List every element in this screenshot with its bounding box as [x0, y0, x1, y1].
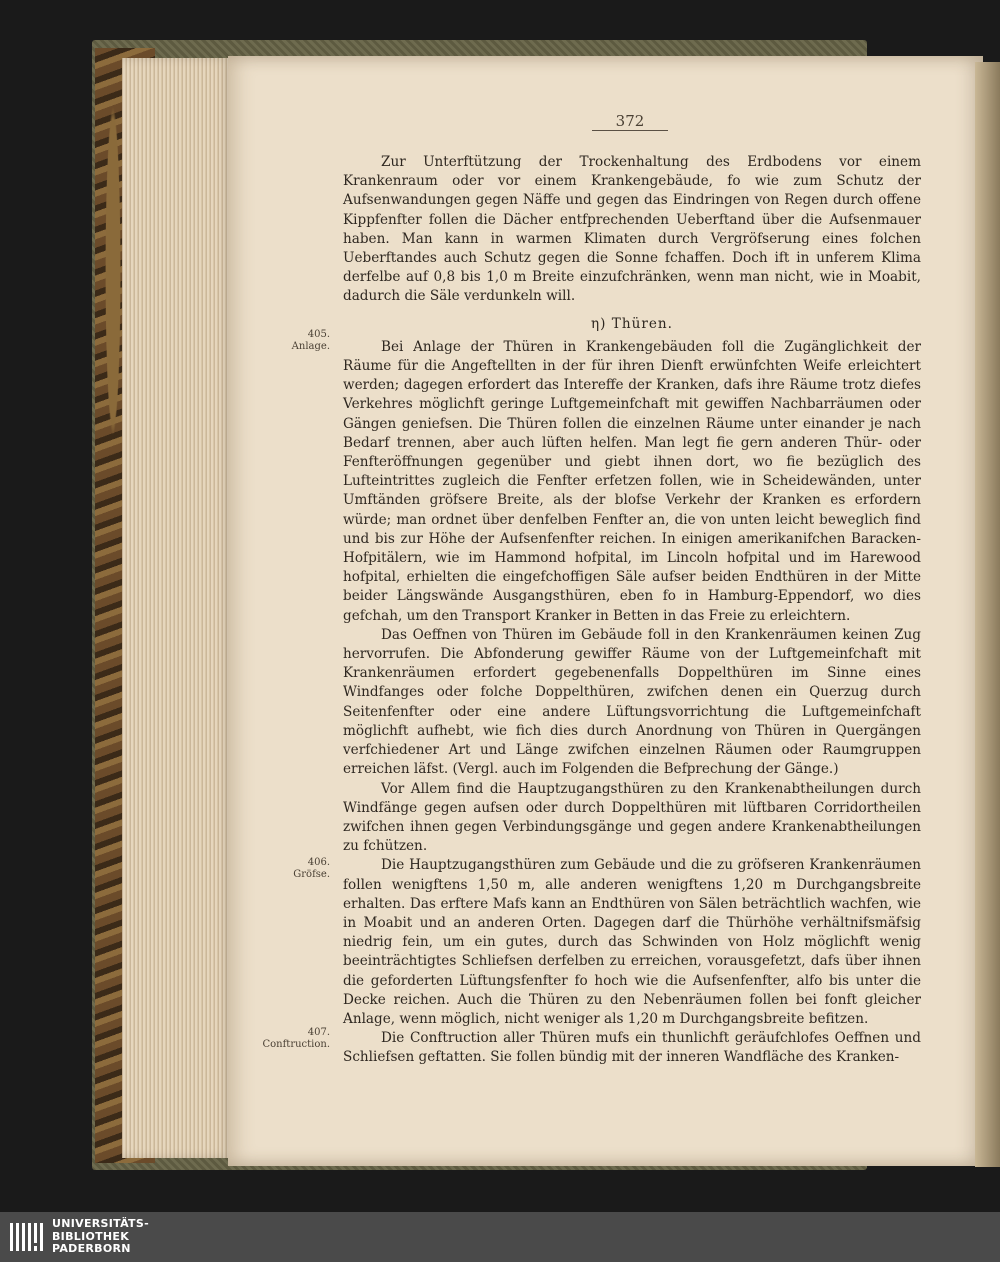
- margin-note-407: [262, 1027, 330, 1051]
- paragraph: Zur Unterftützung der Trockenhaltung des Erdbodens vor einem Krankenraum oder vor einem Krankengebäude, fo wie zum Schutz der Aufsenwandungen gegen Näffe und gegen das Eindringen von Regen durch offene Kippfenfter follen die Dächer entfprechenden Ueberftand über die Aufsenmauer haben. Man kann in warmen Klimaten durch Vergröfserung eines folchen Ueberftandes auch Schutz gegen die Sonne fchaffen. Doch ift in unferem Klima derfelbe auf 0,8 bis 1,0 m Breite einzufchränken, wenn man nicht, wie in Moabit, dadurch die Säle verdunkeln will.: [343, 154, 921, 305]
- page-number: 372: [615, 112, 645, 130]
- margin-note-number: 405.: [307, 329, 330, 340]
- margin-note-406: [262, 857, 330, 881]
- margin-note-405: [262, 329, 330, 353]
- library-footer-bar: [0, 1212, 1000, 1262]
- page-body-text: [343, 153, 921, 1068]
- page-number-rule: [592, 130, 668, 131]
- paragraph: Die Conftruction aller Thüren mufs ein thunlichft geräufchlofes Oeffnen und Schliefsen geftatten. Sie follen bündig mit der inneren Wandfläche des Kranken-: [343, 1030, 921, 1066]
- logo-line-2: BIBLIOTHEK: [52, 1229, 130, 1243]
- logo-line-1: UNIVERSITÄTS-: [52, 1217, 149, 1230]
- logo-line-3: PADERBORN: [52, 1242, 131, 1255]
- right-page-edge: [975, 62, 1000, 1167]
- section-heading: η) Thüren.: [591, 315, 673, 332]
- margin-note-label: Gröfse.: [293, 869, 330, 880]
- library-logo-icon: [8, 1217, 48, 1257]
- margin-note-label: Anlage.: [291, 341, 330, 352]
- paragraph: Vor Allem find die Hauptzugangsthüren zu den Krankenabtheilungen durch Windfänge gegen aufsen oder durch Doppelthüren mit lüftbaren Corridortheilen zwifchen ihnen gegen Verbindungsgänge und gegen andere Krankenabtheilungen zu fchützen.: [343, 780, 921, 855]
- paragraph: Bei Anlage der Thüren in Krankengebäuden foll die Zugänglichkeit der Räume für die Angeftellten in der für ihren Dienft erwünfchten Weife erleichtert werden; dagegen erfordert das Intereffe der Kranken, dafs ihre Räume trotz diefes Verkehres möglichft geringe Luftgemeinfchaft mit gewiffen Nachbarräumen oder Gängen geniefsen. Die Thüren follen die einzelnen Räume unter einander je nach Bedarf trennen, aber auch lüften helfen. Man legt fie gern anderen Thür- oder Fenfteröffnungen gegenüber und giebt ihnen dort, wo fie bezüglich des Lufteintrittes zugleich die Fenfter erfetzen follen, wie in Scheidewänden, unter Umftänden gröfsere Breite, als der blofse Verkehr der Kranken es erfordern würde; man ordnet über denfelben Fenfter an, die von unten leicht beweglich find und bis zur Höhe der Aufsenfenfter reichen. In einigen amerikanifchen Baracken-Hofpitälern, wie im Hammond hofpital, im Lincoln hofpital und im Harewood hofpital, erhielten die eingefchoffigen Säle aufser beiden Endthüren in der Mitte beider Längswände Ausgangsthüren, eben fo in Hamburg-Eppendorf, wo dies gefchah, um den Transport Kranker in Betten in das Freie zu erleichtern.: [343, 338, 921, 624]
- library-logo-text: [52, 1218, 149, 1256]
- page-edges: [122, 58, 232, 1158]
- margin-note-number: 407.: [307, 1027, 330, 1038]
- margin-note-number: 406.: [307, 857, 330, 868]
- margin-note-label: Conftruction.: [262, 1039, 330, 1050]
- paragraph: Das Oeffnen von Thüren im Gebäude foll in den Krankenräumen keinen Zug hervorrufen. Die Abfonderung gewiffer Räume von der Luftgemeinfchaft mit Krankenräumen erfordert gegebenenfalls Doppelthüren im Sinne eines Windfanges oder folche Doppelthüren, zwifchen denen ein Querzug durch Seitenfenfter oder eine andere Lüftungsvorrichtung die Luftgemeinfchaft möglichft aufhebt, wie fich dies durch Anordnung von Thüren in Quergängen verfchiedener Art und Länge zwifchen einzelnen Räumen oder Raumgruppen erreichen läfst. (Vergl. auch im Folgenden die Befprechung der Gänge.): [343, 626, 921, 778]
- paragraph: Die Hauptzugangsthüren zum Gebäude und die zu gröfseren Krankenräumen follen wenigftens 1,50 m, alle anderen wenigftens 1,20 m Durchgangsbreite erhalten. Das erftere Mafs kann an Endthüren von Sälen beträchtlich wachfen, wie in Moabit und an anderen Orten. Dagegen darf die Thürhöhe verhältnifsmäfsig niedrig fein, um ein gutes, durch das Schwinden von Holz möglichft wenig beeinträchtigtes Schliefsen derfelben zu erreichen, vorausgefetzt, dafs über ihnen die geforderten Lüftungsfenfter fo hoch wie die Aufsenfenfter, alfo bis unter die Decke reichen. Auch die Thüren zu den Nebenräumen follen bei fonft gleicher Anlage, wenn möglich, nicht weniger als 1,20 m Durchgangsbreite befitzen.: [343, 857, 921, 1027]
